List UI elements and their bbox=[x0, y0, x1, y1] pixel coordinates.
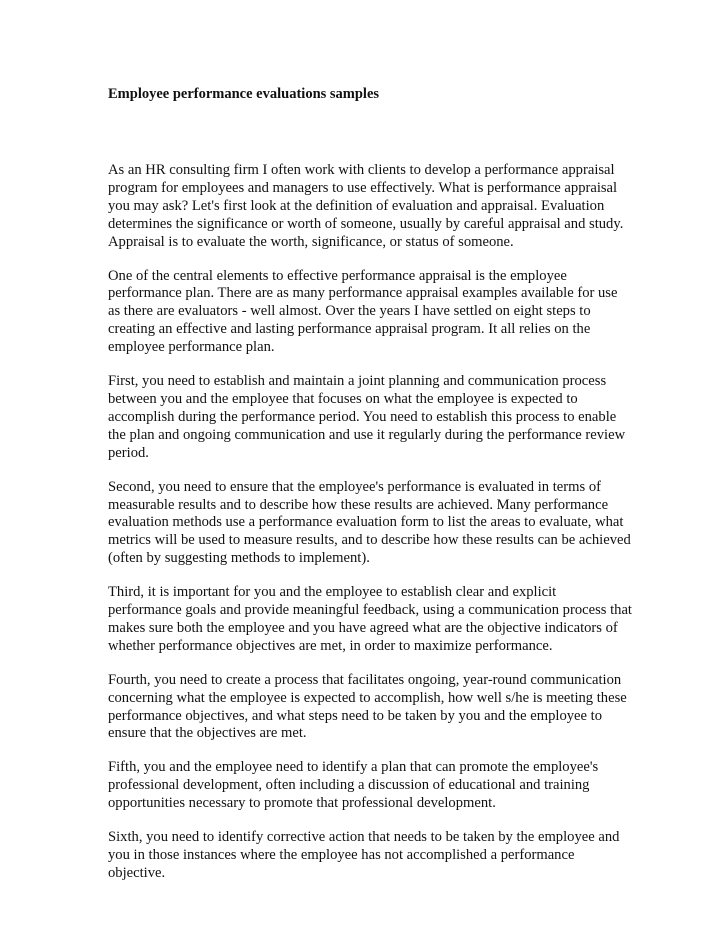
paragraph-2 bbox=[108, 268, 628, 358]
paragraph-8 bbox=[108, 829, 628, 883]
paragraph-6 bbox=[108, 672, 628, 744]
text-line: (often by suggesting methods to implement). bbox=[108, 550, 370, 567]
text-line: metrics will be used to measure results, and to describe how these results can be achieved bbox=[108, 532, 631, 549]
text-line: program for employees and managers to use effectively. What is performance appraisal bbox=[108, 179, 618, 196]
text-line: As an HR consulting firm I often work with clients to develop a performance appraisal bbox=[108, 162, 615, 178]
text-line: performance plan. There are as many performance appraisal examples available for use bbox=[108, 285, 618, 302]
text-line: creating an effective and lasting performance appraisal program. It all relies on the bbox=[108, 321, 591, 338]
text-line: performance objectives, and what steps need to be taken by you and the employee to bbox=[108, 707, 602, 724]
paragraph-5 bbox=[108, 584, 632, 656]
text-line: between you and the employee that focuses on what the employee is expected to bbox=[108, 390, 578, 407]
document-title: Employee performance evaluations samples bbox=[108, 86, 380, 102]
text-line: ensure that the objectives are met. bbox=[108, 725, 307, 742]
text-line: Third, it is important for you and the employee to establish clear and explicit bbox=[108, 584, 557, 601]
paragraph-7 bbox=[108, 759, 628, 813]
text-line: Fifth, you and the employee need to identify a plan that can promote the employee's bbox=[108, 759, 599, 776]
text-line: the plan and ongoing communication and use it regularly during the performance review bbox=[108, 426, 626, 443]
text-line: measurable results and to describe how these results are achieved. Many performance bbox=[108, 496, 609, 513]
text-line: opportunities necessary to promote that professional development. bbox=[108, 795, 496, 812]
text-line: Sixth, you need to identify corrective action that needs to be taken by the employee and bbox=[108, 829, 620, 846]
text-line: employee performance plan. bbox=[108, 339, 275, 356]
text-line: you may ask? Let's first look at the definition of evaluation and appraisal. Evaluation bbox=[108, 197, 605, 214]
text-line: evaluation methods use a performance evaluation form to list the areas to evaluate, what bbox=[108, 514, 624, 531]
paragraph-1 bbox=[108, 162, 628, 252]
text-line: objective. bbox=[108, 864, 166, 881]
text-line: professional development, often including a discussion of educational and training bbox=[108, 777, 590, 794]
text-line: concerning what the employee is expected to accomplish, how well s/he is meeting these bbox=[108, 689, 627, 706]
text-line: One of the central elements to effective performance appraisal is the employee bbox=[108, 267, 567, 284]
text-line: First, you need to establish and maintain a joint planning and communication process bbox=[108, 373, 607, 390]
text-line: Appraisal is to evaluate the worth, significance, or status of someone. bbox=[108, 233, 514, 250]
text-line: makes sure both the employee and you have agreed what are the objective indicators of bbox=[108, 619, 618, 636]
paragraph-3 bbox=[108, 373, 628, 463]
text-line: whether performance objectives are met, in order to maximize performance. bbox=[108, 637, 553, 654]
text-line: Second, you need to ensure that the employee's performance is evaluated in terms of bbox=[108, 478, 601, 495]
text-line: performance goals and provide meaningful feedback, using a communication process that bbox=[108, 602, 632, 619]
text-line: as there are evaluators - well almost. Over the years I have settled on eight steps to bbox=[108, 303, 591, 320]
text-line: period. bbox=[108, 444, 149, 461]
text-line: determines the significance or worth of someone, usually by careful appraisal and study. bbox=[108, 215, 624, 232]
paragraph-4 bbox=[108, 478, 631, 569]
text-line: you in those instances where the employee has not accomplished a performance bbox=[108, 847, 575, 863]
text-line: Fourth, you need to create a process that facilitates ongoing, year-round communication bbox=[108, 671, 622, 688]
document-body bbox=[108, 162, 632, 899]
text-line: accomplish during the performance period. You need to establish this process to enable bbox=[108, 408, 617, 425]
